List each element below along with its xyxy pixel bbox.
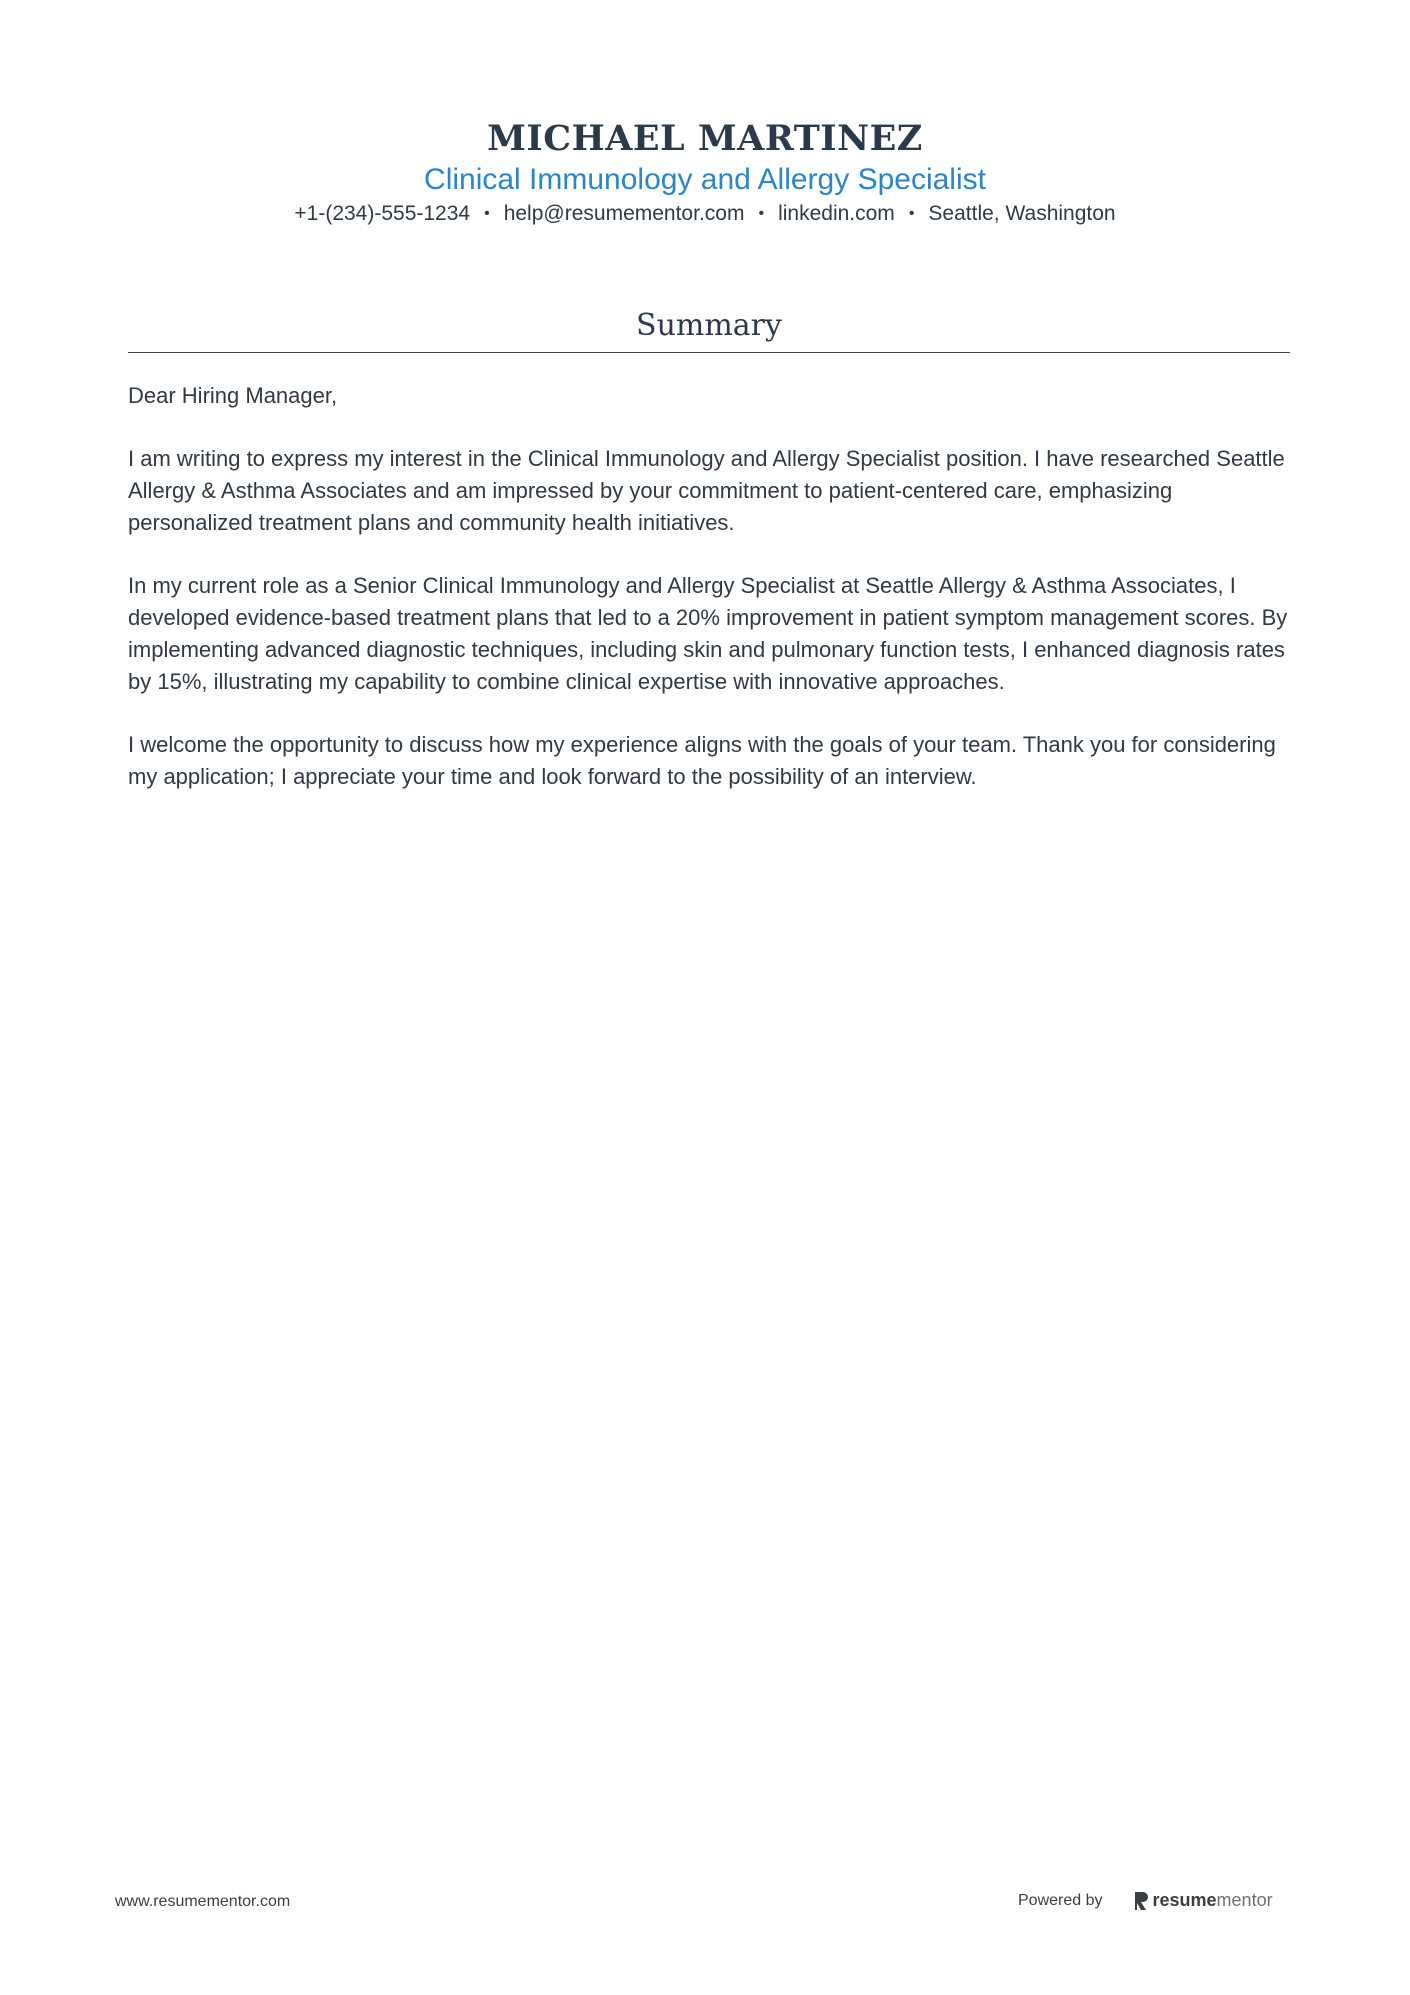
brand-name-bold: resume: [1152, 1890, 1217, 1910]
letter-paragraph: In my current role as a Senior Clinical Immunology and Allergy Specialist at Seattle Allergy & Asthma Associates, I developed evidence-based treatment plans that led to a 20% improvement in patient symptom management scores. By implementing advanced diagnostic techniques, including skin and pulmonary function tests, I enhanced diagnosis rates by 15%, illustrating my capability to combine clinical expertise with innovative approaches.: [128, 573, 1288, 694]
footer-brand: [1018, 1890, 1273, 1911]
resume-header: [0, 118, 1410, 228]
powered-by-label: Powered by: [1018, 1891, 1103, 1909]
job-title: Clinical Immunology and Allergy Specialist: [424, 163, 986, 196]
letter-paragraph: I welcome the opportunity to discuss how my experience aligns with the goals of your team. Thank you for considering my application; I appreciate your time and look forward to the possibility of an interview.: [128, 732, 1276, 789]
contact-line: [0, 200, 1410, 228]
brand-logo[interactable]: [1133, 1890, 1273, 1911]
letter-paragraph: I am writing to express my interest in the Clinical Immunology and Allergy Specialist position. I have researched Seattle Allergy & Asthma Associates and am impressed by your commitment to patient-centered care, emphasizing personalized treatment plans and community health initiatives.: [128, 446, 1285, 535]
resumementor-logo-icon: [1133, 1891, 1149, 1911]
letter-body: [128, 380, 1303, 824]
contact-location: Seattle, Washington: [928, 202, 1116, 225]
candidate-name: MICHAEL MARTINEZ: [487, 118, 923, 159]
separator-dot: •: [484, 205, 490, 222]
section-divider: [128, 352, 1290, 353]
contact-linkedin[interactable]: linkedin.com: [778, 202, 895, 225]
contact-phone: +1-(234)-555-1234: [294, 202, 471, 225]
contact-email[interactable]: help@resumementor.com: [503, 202, 745, 225]
separator-dot: •: [908, 205, 915, 222]
separator-dot: •: [758, 205, 765, 222]
letter-greeting: Dear Hiring Manager,: [128, 383, 338, 408]
footer-website-link[interactable]: www.resumementor.com: [115, 1893, 291, 1910]
section-title-summary: Summary: [636, 308, 782, 343]
brand-name-light: mentor: [1216, 1890, 1273, 1910]
